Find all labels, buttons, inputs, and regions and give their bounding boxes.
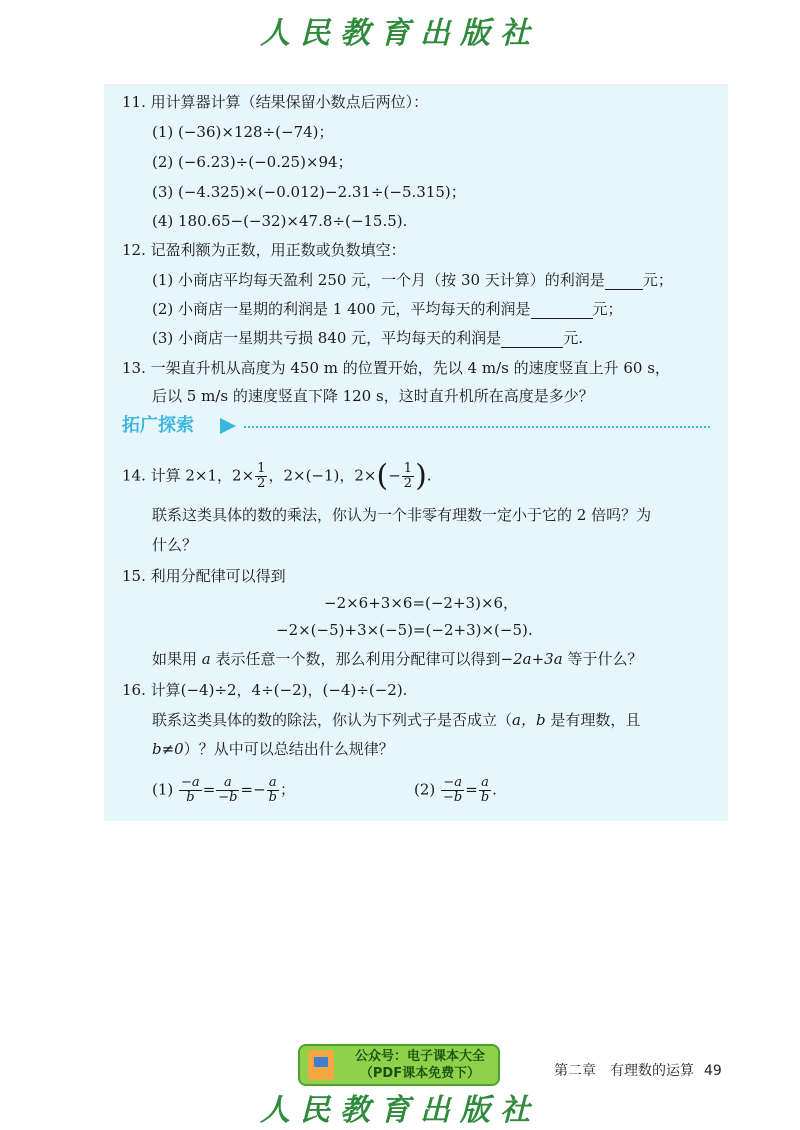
- frac-numerator: 1: [257, 461, 266, 476]
- q15-title: 15. 利用分配律可以得到: [122, 567, 286, 585]
- q16-text-c: ）？从中可以总结出什么规律？: [183, 740, 394, 758]
- frac-numerator: −a: [441, 776, 464, 791]
- q15-text-a: 如果用: [152, 650, 198, 668]
- q12-item-3-unit: 元.: [563, 329, 583, 347]
- q15-text-b: 表示任意一个数，那么利用分配律可以得到: [215, 650, 501, 668]
- q11-title: 11. 用计算器计算（结果保留小数点后两位）：: [122, 93, 429, 111]
- publisher-header: 人民教育出版社: [260, 16, 540, 51]
- q13-line-1: 13. 一架直升机从高度为 450 m 的位置开始，先以 4 m/s 的速度竖直上升 60 s，: [122, 359, 670, 377]
- equals-sign: =: [202, 780, 216, 799]
- equals-sign: =: [240, 780, 254, 799]
- fraction-half: [255, 462, 267, 491]
- frac-numerator: −a: [181, 775, 200, 790]
- fraction: [267, 776, 279, 805]
- frac-numerator: a: [267, 776, 279, 791]
- q11-item-3: (3) (−4.325)×(−0.012)−2.31÷(−5.315)；: [152, 183, 466, 201]
- q11-item-1: (1) (−36)×128÷(−74)；: [152, 123, 334, 141]
- badge-line-1: 公众号：电子课本大全: [354, 1049, 485, 1064]
- q11-item-2: (2) (−6.23)÷(−0.25)×94；: [152, 153, 353, 171]
- q16-line-3: [152, 739, 394, 759]
- badge-line-2: （PDF课本免费下）: [359, 1066, 481, 1081]
- equals-sign: =: [465, 780, 478, 799]
- right-paren: ): [415, 458, 427, 494]
- q16-text-a: 联系这类具体的数的除法，你认为下列式子是否成立（: [152, 711, 513, 729]
- q16-formula-2: [414, 776, 497, 805]
- frac-denominator: −b: [218, 790, 238, 805]
- q15-eq-1: −2×6+3×6=(−2+3)×6，: [324, 594, 519, 612]
- f2-label: (2): [414, 780, 436, 799]
- frac-denominator: b: [268, 790, 277, 805]
- q12-item-3-text: (3) 小商店一星期共亏损 840 元，平均每天的利润是: [152, 329, 502, 347]
- q14-line-2: 联系这类具体的数的乘法，你认为一个非零有理数一定小于它的 2 倍吗？为: [152, 506, 652, 524]
- q15-line-4: [152, 649, 642, 669]
- q12-item-3: [152, 328, 583, 348]
- q12-item-1-text: (1) 小商店平均每天盈利 250 元，一个月（按 30 天计算）的利润是: [152, 271, 605, 289]
- f1-label: (1): [152, 780, 174, 799]
- section-title: 拓广探索: [122, 415, 194, 436]
- q12-title: 12. 记盈利额为正数，用正数或负数填空：: [122, 241, 406, 259]
- fill-blank-3[interactable]: [501, 331, 563, 348]
- fill-blank-2[interactable]: [531, 302, 593, 319]
- fraction: [441, 776, 464, 805]
- frac-denominator: b: [186, 790, 195, 805]
- wechat-badge[interactable]: [298, 1044, 500, 1086]
- period: .: [492, 780, 497, 799]
- q14-line-3: 什么？: [152, 536, 198, 554]
- frac-denominator: 2: [403, 476, 413, 491]
- q12-item-1: [152, 270, 673, 290]
- q16-text-b: 是有理数，且: [550, 711, 641, 729]
- frac-numerator: a: [216, 776, 239, 791]
- q14-text-a: 14. 计算 2×1，2×: [122, 466, 255, 485]
- page-number: 49: [704, 1063, 722, 1079]
- q14-text-c: .: [426, 466, 432, 485]
- chapter-label: 第二章 有理数的运算: [554, 1063, 694, 1079]
- q16-formula-1: [152, 776, 295, 805]
- fraction-half-2: [402, 462, 414, 491]
- publisher-footer: 人民教育出版社: [260, 1093, 540, 1128]
- q12-item-2-unit: 元；: [592, 300, 623, 318]
- q16-title: 16. 计算(−4)÷2，4÷(−2)，(−4)÷(−2).: [122, 681, 408, 699]
- play-arrow-icon: [220, 418, 236, 434]
- q16-line-2: [152, 710, 640, 730]
- q15-var-a: a: [201, 650, 211, 668]
- section-header: [122, 412, 712, 442]
- fraction: [179, 776, 202, 805]
- book-icon: [308, 1050, 334, 1080]
- neg-sign: −: [388, 466, 401, 485]
- q15-eq-2: −2×(−5)+3×(−5)=(−2+3)×(−5).: [276, 621, 533, 639]
- q14-text-b: ，2×(−1)，2×: [268, 466, 377, 485]
- page-footer: [554, 1060, 722, 1080]
- frac-numerator: 1: [403, 461, 413, 476]
- q12-item-1-unit: 元；: [642, 271, 673, 289]
- q16-condition: b≠0: [152, 740, 184, 758]
- q11-item-4: (4) 180.65−(−32)×47.8÷(−15.5).: [152, 212, 408, 230]
- fraction: [216, 776, 239, 805]
- q14-line-1: [122, 458, 432, 494]
- fill-blank-1[interactable]: [605, 273, 643, 290]
- q12-item-2: [152, 299, 623, 319]
- q15-text-c: 等于什么？: [567, 650, 643, 668]
- fraction: [479, 776, 491, 805]
- q15-expr: −2a+3a: [500, 650, 563, 668]
- left-paren: (: [376, 458, 389, 494]
- frac-denominator: 2: [257, 476, 266, 491]
- q13-line-2: 后以 5 m/s 的速度竖直下降 120 s，这时直升机所在高度是多少？: [152, 387, 594, 405]
- frac-numerator: a: [479, 776, 491, 791]
- minus-sign: −: [253, 780, 266, 799]
- q16-vars: a，b: [512, 711, 546, 729]
- q12-item-2-text: (2) 小商店一星期的利润是 1 400 元，平均每天的利润是: [152, 300, 531, 318]
- frac-denominator: −b: [443, 790, 463, 805]
- dotted-divider: [244, 426, 710, 428]
- frac-denominator: b: [480, 790, 490, 805]
- semicolon: ；: [279, 780, 295, 799]
